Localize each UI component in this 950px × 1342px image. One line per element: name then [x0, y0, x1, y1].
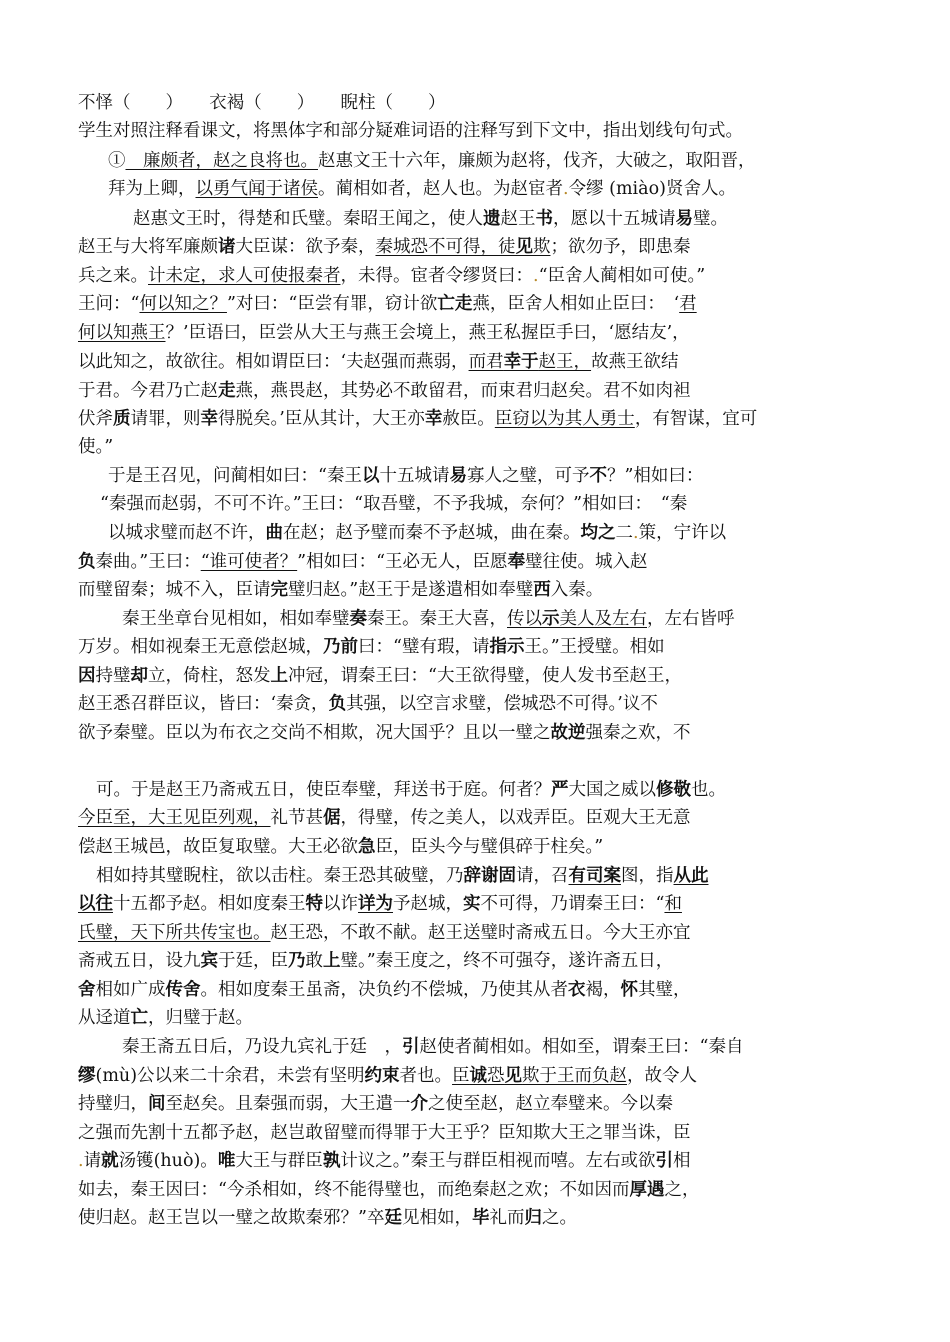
text-segment: 偿赵王城邑，故臣复取璧。大王必欲 — [78, 837, 358, 857]
text-line — [78, 350, 679, 374]
text-segment: 入秦。 — [550, 580, 604, 600]
text-segment: ；欲勿予，即患秦 — [550, 237, 691, 257]
text-segment: 厚遇 — [629, 1180, 665, 1200]
text-segment: . — [563, 179, 569, 199]
text-line — [78, 635, 665, 659]
text-segment: 舍 — [78, 980, 96, 1000]
text-segment: 宾 — [200, 951, 218, 971]
text-segment: 实 — [463, 894, 481, 914]
text-segment: 诸 — [218, 237, 236, 257]
text-segment: 。相如度秦王虽斋，决负约不偿城，乃使其从者 — [200, 980, 568, 1000]
text-line — [78, 1121, 691, 1145]
text-line — [122, 1035, 743, 1059]
text-segment: 赵王恐，不敢不献。赵王送璧时斋戒五日。今大王亦宜 — [270, 923, 691, 943]
text-segment: 何以知燕王 — [78, 323, 166, 343]
text-segment: 王问：“ — [78, 294, 140, 314]
text-segment: 使归赵。赵王岂以一璧之故欺秦邪？”卒 — [78, 1208, 385, 1228]
text-segment: 于是王召见，问蔺相如曰：“秦王 — [108, 466, 362, 486]
text-segment: 使。” — [78, 437, 114, 457]
text-segment: 礼节甚 — [270, 808, 323, 828]
text-segment: 怀 — [620, 980, 638, 1000]
text-line — [78, 721, 691, 745]
text-segment: 臣，臣头今与璧俱碎于柱矣。” — [375, 837, 604, 857]
text-line — [78, 1178, 699, 1202]
text-segment: 完 — [270, 580, 288, 600]
text-segment: ，故令人 — [627, 1066, 698, 1086]
text-segment: 毕 — [471, 1208, 490, 1228]
text-line — [78, 664, 682, 688]
text-line — [100, 492, 687, 516]
text-line — [96, 778, 726, 802]
text-segment: 秦王。秦王大喜， — [367, 609, 507, 629]
text-segment: 欺于王而负赵 — [522, 1066, 628, 1086]
text-segment: 请 — [83, 1151, 102, 1171]
text-segment: 秦曲。”王曰： — [95, 552, 201, 572]
text-line — [78, 435, 113, 459]
text-segment: 臣 — [452, 1066, 470, 1086]
text-line — [78, 91, 446, 115]
text-segment: 幸 — [200, 409, 218, 429]
text-segment: 约束 — [364, 1066, 400, 1086]
text-segment: 请，召 — [516, 866, 569, 886]
text-segment: ，未得。宦者令缪贤曰： — [340, 266, 533, 286]
text-segment: ，归璧于赵。 — [148, 1008, 253, 1028]
text-segment: 策，宁许以 — [638, 523, 727, 543]
text-segment: 而璧留秦；城不入，臣请 — [78, 580, 271, 600]
text-segment: 请罪，则 — [130, 409, 201, 429]
text-segment: 璧往使。城入赵 — [525, 552, 648, 572]
text-segment: 如去，秦王因曰：“今杀相如，终不能得璧也，而绝秦赵之欢；不如因而 — [78, 1180, 630, 1200]
text-segment: 其强，以空言求璧，偿城恐不可得。’议不 — [346, 694, 658, 714]
text-segment: “谁可使者？ — [200, 552, 298, 572]
text-segment: 遗 — [483, 209, 501, 229]
text-segment: 传以 — [507, 609, 542, 629]
text-segment: 急 — [358, 837, 376, 857]
text-segment: 赵王与大将军廉颇 — [78, 237, 218, 257]
text-line — [122, 607, 735, 631]
text-segment: 负 — [78, 552, 96, 572]
text-segment: 因 — [78, 666, 96, 686]
text-segment: 质 — [113, 409, 131, 429]
text-segment: ？”相如曰： — [606, 466, 704, 486]
text-segment: 璧。 — [693, 209, 728, 229]
text-segment: ，左右皆呼 — [647, 609, 735, 629]
text-segment: 其璧， — [638, 980, 691, 1000]
text-segment: 今臣至，大王见臣列观， — [78, 808, 271, 828]
text-segment: 璧。”秦王度之，终不可强夺，遂许斋五日， — [340, 951, 674, 971]
text-segment: 上 — [270, 666, 288, 686]
text-segment: 图，指 — [621, 866, 674, 886]
text-segment: . — [633, 523, 639, 543]
text-segment: 辞谢固 — [463, 866, 516, 886]
text-segment: 乃前 — [323, 637, 358, 657]
text-segment: 易 — [449, 466, 467, 486]
text-segment: 十五都予赵。相如度秦王 — [113, 894, 306, 914]
text-segment: 相 — [673, 1151, 691, 1171]
text-segment: 大臣谋：欲予秦， — [235, 237, 376, 257]
text-segment: 引 — [655, 1151, 674, 1171]
text-segment: 兵之来。 — [78, 266, 148, 286]
text-segment: 而君 — [468, 352, 504, 372]
text-segment: 唯 — [217, 1151, 236, 1171]
text-segment: 均之 — [580, 523, 616, 543]
text-segment: 王。”王授璧。相如 — [524, 637, 665, 657]
text-segment: 见 — [504, 1066, 523, 1086]
text-segment: 严 — [551, 780, 569, 800]
text-segment: 褐， — [585, 980, 621, 1000]
text-segment: 幸于 — [503, 352, 539, 372]
text-segment: 奏 — [349, 609, 367, 629]
text-segment: 臣窃以为其人勇士 — [494, 409, 635, 429]
text-segment: 璧归赵。”赵王于是遂遣相如奉璧 — [288, 580, 534, 600]
text-segment: 燕，臣舍人相如止臣曰： ‘ — [472, 294, 680, 314]
text-segment: 以 — [361, 466, 380, 486]
text-segment: 冲冠，谓秦王曰：“大王欲得璧，使人发书至赵王， — [288, 666, 682, 686]
text-segment: 幸 — [424, 409, 443, 429]
text-segment: 秦城恐不可得，徒 — [375, 237, 516, 257]
text-segment: . — [78, 1151, 84, 1171]
text-segment: 归 — [524, 1208, 542, 1228]
text-segment: 却 — [130, 666, 148, 686]
text-segment: 于廷，臣 — [218, 951, 288, 971]
text-line — [78, 578, 603, 602]
text-line — [108, 149, 756, 173]
text-segment: 特 — [305, 894, 323, 914]
text-segment: 君 — [679, 294, 697, 314]
text-segment: 修敬 — [656, 780, 691, 800]
text-segment: 何以知之？ — [139, 294, 227, 314]
text-line — [78, 892, 682, 916]
text-segment: 介 — [410, 1094, 428, 1114]
text-segment: 书 — [535, 209, 553, 229]
text-segment: 持璧归， — [78, 1094, 148, 1114]
text-segment: 万岁。相如视秦王无意偿赵城， — [78, 637, 323, 657]
text-segment: 上 — [323, 951, 341, 971]
text-segment: 寡人之璧，可予 — [466, 466, 590, 486]
text-line — [78, 1006, 253, 1030]
text-line — [78, 1092, 673, 1116]
text-segment: 大国之威以 — [568, 780, 656, 800]
text-segment: 和 — [664, 894, 682, 914]
text-line — [78, 1206, 577, 1230]
text-segment: 从此 — [673, 866, 709, 886]
text-segment: 引 — [402, 1037, 420, 1057]
text-segment: 氏璧，天下所共传宝也。 — [78, 923, 271, 943]
text-segment: 。蔺相如者，赵人也。为赵宦者 — [318, 179, 563, 199]
text-line — [78, 978, 691, 1002]
text-line — [78, 119, 743, 143]
text-line — [78, 692, 658, 716]
text-line — [108, 521, 726, 545]
text-segment: 以城求璧而赵不许， — [108, 523, 266, 543]
text-segment: 详为 — [358, 894, 393, 914]
text-segment: 恐 — [487, 1066, 505, 1086]
text-segment: 赵惠文王时，得楚和氏璧。秦昭王闻之，使人 — [133, 209, 483, 229]
text-segment: 得脱矣。’臣从其计，大王亦 — [218, 409, 425, 429]
text-segment: 于君。今君乃亡赵 — [78, 381, 218, 401]
text-segment: 有司案 — [568, 866, 621, 886]
text-segment: 亡 — [130, 1008, 148, 1028]
text-segment: “臣舍人蔺相如可使。” — [538, 266, 706, 286]
text-segment: 以此知之，故欲往。相如谓臣曰：‘夫赵强而燕弱， — [78, 352, 469, 372]
text-segment: ？’臣语曰，臣尝从大王与燕王会境上，燕王私握臣手曰，‘愿结友’， — [165, 323, 690, 343]
text-segment: ，得璧，传之美人，以戏弄臣。臣观大王无意 — [340, 808, 691, 828]
text-segment: 相如持其璧睨柱，欲以击柱。秦王恐其破璧，乃 — [96, 866, 464, 886]
text-segment: ”相如曰：“王必无人，臣愿 — [297, 552, 508, 572]
text-segment: 之。 — [541, 1208, 577, 1228]
text-segment: 走 — [218, 381, 236, 401]
text-segment: 廉颇者，赵之良将也。 — [125, 151, 318, 171]
text-line — [78, 264, 705, 288]
text-segment: 计未定，求人可使报秦者 — [148, 266, 341, 286]
text-segment: 立，倚柱，怒发 — [148, 666, 271, 686]
text-line — [78, 1149, 691, 1173]
text-segment: 以诈 — [323, 894, 358, 914]
text-line — [108, 464, 703, 488]
text-segment: 亡走 — [437, 294, 473, 314]
text-segment: ”对曰：“臣尝有罪，窃计欲 — [226, 294, 438, 314]
text-segment: 就 — [101, 1151, 119, 1171]
text-segment: 秦王斋五日后，乃设九宾礼于廷 ， — [122, 1037, 402, 1057]
text-segment: “秦强而赵弱，不可不许。”王曰：“取吾璧，不予我城，奈何？”相如曰： “秦 — [100, 494, 688, 514]
text-segment: 不可得，乃谓秦王曰：“ — [480, 894, 665, 914]
text-segment: 传舍 — [165, 980, 201, 1000]
text-segment: 见相如， — [401, 1208, 472, 1228]
text-segment: 孰 — [322, 1151, 341, 1171]
text-segment: 奉 — [507, 552, 526, 572]
text-segment: (mù)公以来二十余君，未尝有坚明 — [95, 1066, 365, 1086]
text-segment: 西 — [533, 580, 551, 600]
text-line — [78, 379, 691, 403]
text-segment: 易 — [675, 209, 693, 229]
text-segment: 间 — [148, 1094, 166, 1114]
text-segment: 曲 — [265, 523, 283, 543]
text-segment: 学生对照注释看课文，将黑体字和部分疑难词语的注释写到下文中，指出划线句句式。 — [78, 121, 743, 141]
text-segment: 诚 — [469, 1066, 488, 1086]
text-segment: 相如广成 — [95, 980, 166, 1000]
text-line — [78, 235, 691, 259]
text-segment: ，愿以十五城请 — [553, 209, 676, 229]
text-segment: 示 — [542, 609, 560, 629]
text-segment: 不 — [589, 466, 607, 486]
text-segment: 以往 — [78, 894, 113, 914]
text-segment: 不怿（ ） 衣褐（ ） 睨柱（ ） — [78, 93, 446, 113]
text-segment: 持璧 — [95, 666, 131, 686]
text-segment: 秦王坐章台见相如，相如奉璧 — [122, 609, 350, 629]
text-segment: 敢 — [305, 951, 323, 971]
text-segment: 二 — [615, 523, 633, 543]
text-segment: . — [533, 266, 539, 286]
text-line — [78, 407, 757, 431]
text-segment: 汤镬(huò)。 — [118, 1151, 218, 1171]
text-segment: 大王与群臣 — [235, 1151, 323, 1171]
text-segment: 礼而 — [489, 1208, 525, 1228]
text-segment: 衣 — [568, 980, 586, 1000]
text-segment: 至赵矣。且秦强而弱，大王遣一 — [165, 1094, 411, 1114]
text-segment: 曰：“璧有瑕，请 — [358, 637, 490, 657]
text-segment: 故燕王欲结 — [591, 352, 679, 372]
text-line — [96, 864, 709, 888]
text-line — [108, 177, 736, 201]
text-line — [78, 1064, 697, 1088]
text-segment: 伏斧 — [78, 409, 113, 429]
text-segment: 之使至赵，赵立奉璧来。今以秦 — [428, 1094, 673, 1114]
text-segment: 在赵；赵予璧而秦不予赵城，曲在秦。 — [283, 523, 581, 543]
text-segment: 者也。 — [399, 1066, 453, 1086]
text-segment: 之强而先割十五都予赵，赵岂敢留璧而得罪于大王乎？臣知欺大王之罪当诛，臣 — [78, 1123, 691, 1143]
text-segment: 指示 — [489, 637, 525, 657]
text-line — [78, 921, 691, 945]
text-segment: 燕，燕畏赵，其势必不敢留君，而束君归赵矣。君不如肉袒 — [235, 381, 691, 401]
text-line — [78, 550, 648, 574]
text-segment: 斋戒五日，设九 — [78, 951, 201, 971]
text-segment: 从迳道 — [78, 1008, 131, 1028]
text-segment: 见 — [515, 237, 533, 257]
text-segment: 之， — [664, 1180, 700, 1200]
text-segment: 令缪 (miào)贤舍人。 — [568, 179, 736, 199]
text-segment: 也。 — [691, 780, 726, 800]
text-segment: 十五城请 — [379, 466, 450, 486]
text-segment: 赵使者蔺相如。相如至，谓秦王曰：“秦自 — [419, 1037, 744, 1057]
text-segment: 欲予秦璧。臣以为布衣之交尚不相欺，况大国乎？且以一璧之 — [78, 723, 551, 743]
text-segment: 赵惠文王十六年，廉颇为赵将，伐齐，大破之，取阳晋， — [318, 151, 756, 171]
text-segment: 故逆 — [550, 723, 586, 743]
text-line — [133, 207, 728, 231]
text-segment: ① — [108, 151, 126, 171]
text-segment: 倨 — [323, 808, 341, 828]
text-segment: 拜为上卿， — [108, 179, 196, 199]
text-segment: 计议之。”秦王与群臣相视而嘻。左右或欲 — [340, 1151, 656, 1171]
text-line — [78, 835, 603, 859]
text-line — [78, 806, 691, 830]
text-segment: 负 — [328, 694, 347, 714]
text-segment: 以勇气闻于诸侯 — [195, 179, 318, 199]
text-segment: 强秦之欢，不 — [585, 723, 691, 743]
text-line — [78, 292, 697, 316]
text-line — [78, 949, 673, 973]
text-segment: 廷 — [384, 1208, 402, 1228]
text-segment: 缪 — [78, 1066, 96, 1086]
text-segment: 美人及左右 — [559, 609, 647, 629]
text-segment: 乃 — [288, 951, 306, 971]
text-segment: 予赵城， — [393, 894, 463, 914]
text-line — [78, 321, 690, 345]
text-segment: 可。于是赵王乃斋戒五日，使臣奉璧，拜送书于庭。何者？ — [96, 780, 551, 800]
text-segment: 欺 — [533, 237, 551, 257]
text-segment: 赵王， — [538, 352, 592, 372]
text-segment: 赵王悉召群臣议，皆曰：‘秦贪， — [78, 694, 329, 714]
text-segment: 赦臣。 — [442, 409, 495, 429]
text-segment: ，有智谋，宜可 — [634, 409, 758, 429]
text-segment: 赵王 — [500, 209, 536, 229]
